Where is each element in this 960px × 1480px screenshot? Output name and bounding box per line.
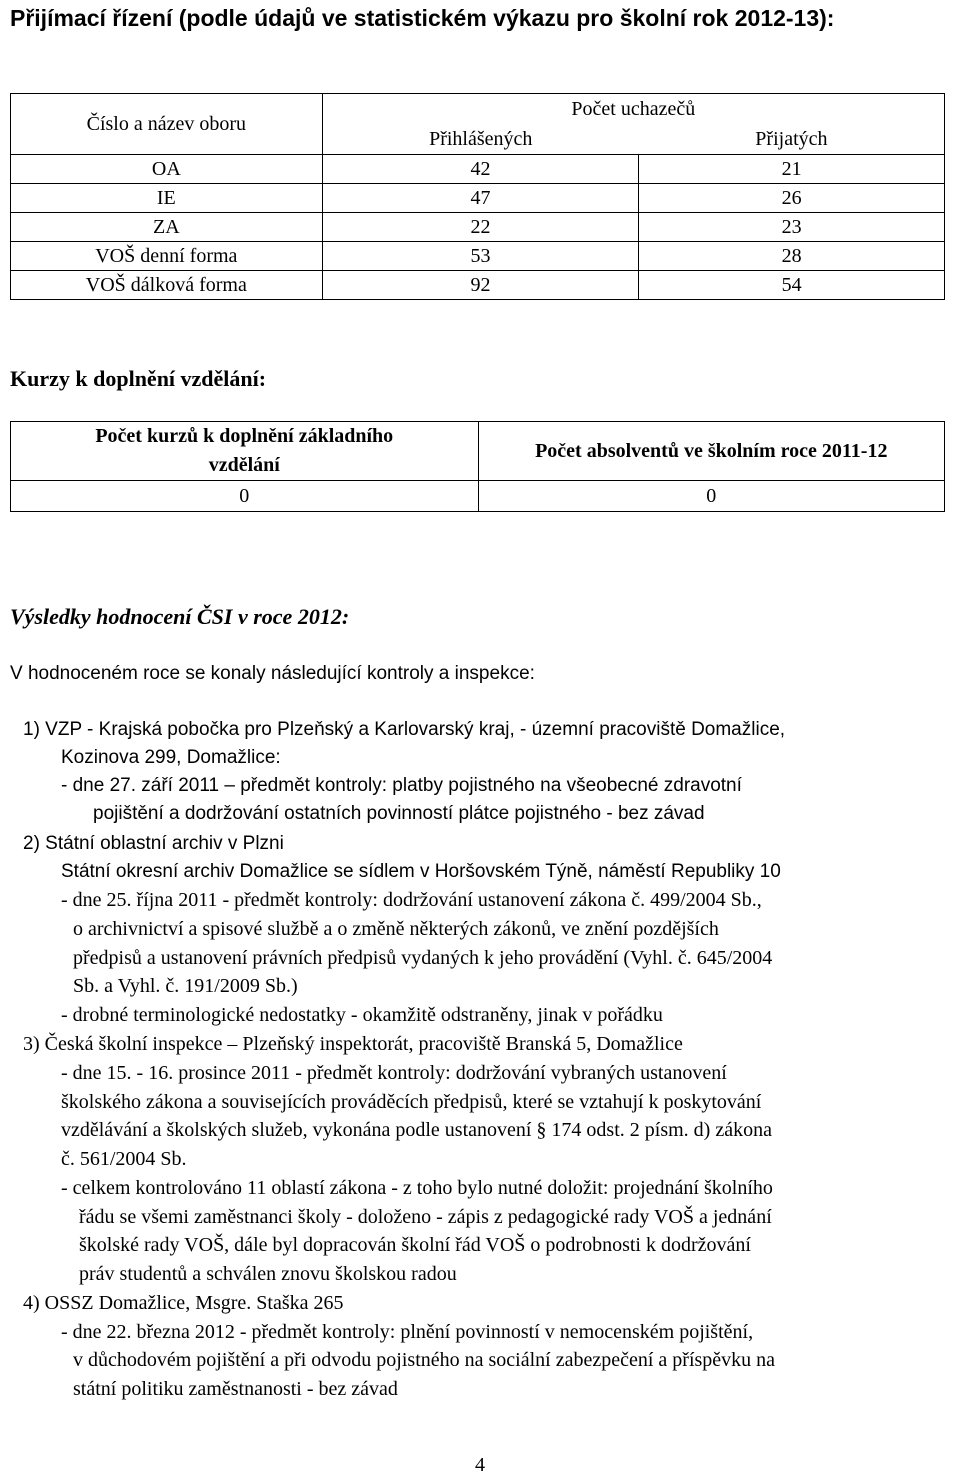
item3-line: 3) Česká školní inspekce – Plzeňský inspektorát, pracoviště Branská 5, Domažlice: [23, 1033, 683, 1055]
row-name: VOŠ dálková forma: [11, 271, 323, 300]
row-accepted: 23: [639, 213, 945, 242]
row-accepted: 21: [639, 155, 945, 184]
row-applied: 53: [322, 242, 639, 271]
courses-count-value: 0: [11, 481, 479, 512]
item4-line: státní politiku zaměstnanosti - bez závad: [73, 1378, 398, 1400]
row-name: ZA: [11, 213, 323, 242]
table-row: [11, 271, 945, 300]
item4-line: 4) OSSZ Domažlice, Msgre. Staška 265: [23, 1292, 344, 1314]
table-row: [11, 184, 945, 213]
page-number: 4: [475, 1454, 485, 1476]
row-name: VOŠ denní forma: [11, 242, 323, 271]
item4-line: - dne 22. března 2012 - předmět kontroly: plnění povinností v nemocenském pojištění,: [61, 1321, 754, 1343]
item3-line: vzdělávání a školských služeb, vykonána podle ustanovení § 174 odst. 2 písm. d) zákona: [61, 1119, 772, 1141]
csi-heading: Výsledky hodnocení ČSI v roce 2012:: [10, 604, 350, 629]
admissions-heading: Přijímací řízení (podle údajů ve statistickém výkazu pro školní rok 2012-13):: [10, 5, 835, 31]
row-name: IE: [11, 184, 323, 213]
col-field-header: Číslo a název oboru: [11, 94, 323, 155]
item3-line: školského zákona a souvisejících prováděcích předpisů, které se vztahují k poskytování: [61, 1091, 762, 1113]
item2-line: - drobné terminologické nedostatky - okamžitě odstraněny, jinak v pořádku: [61, 1004, 663, 1026]
row-accepted: 26: [639, 184, 945, 213]
item3-line: školské rady VOŠ, dále byl dopracován školní řád VOŠ o podrobnosti k dodržování: [79, 1234, 751, 1256]
graduates-count-value: 0: [478, 481, 944, 512]
row-accepted: 28: [639, 242, 945, 271]
graduates-count-header: Počet absolventů ve školním roce 2011-12: [478, 422, 944, 481]
item4-line: v důchodovém pojištění a při odvodu pojistného na sociální zabezpečení a příspěvku na: [73, 1349, 776, 1371]
table-row: [11, 242, 945, 271]
item3-line: - celkem kontrolováno 11 oblastí zákona - z toho bylo nutné doložit: projednání školního: [61, 1177, 773, 1199]
item1-line: 1) VZP - Krajská pobočka pro Plzeňský a Karlovarský kraj, - územní pracoviště Domažlice,: [23, 719, 786, 740]
courses-count-header: Počet kurzů k doplnění základního vzdělání: [11, 422, 479, 481]
courses-heading: Kurzy k doplnění vzdělání:: [10, 366, 267, 391]
row-applied: 42: [322, 155, 639, 184]
col-accepted-header: Přijatých: [639, 124, 945, 155]
item3-line: řádu se všemi zaměstnanci školy - doloženo - zápis z pedagogické rady VOŠ a jednání: [79, 1206, 772, 1228]
inspections-intro: V hodnoceném roce se konaly následující kontroly a inspekce:: [10, 663, 535, 684]
table-row: [11, 155, 945, 184]
row-name: OA: [11, 155, 323, 184]
col-applied-header: Přihlášených: [322, 124, 639, 155]
row-accepted: 54: [639, 271, 945, 300]
item2-line: předpisů a ustanovení právních předpisů vydaných k jeho provádění (Vyhl. č. 645/2004: [73, 947, 773, 969]
col-group-header: Počet uchazečů: [322, 94, 944, 125]
item2-line: 2) Státní oblastní archiv v Plzni: [23, 833, 284, 854]
row-applied: 22: [322, 213, 639, 242]
table-row: [11, 213, 945, 242]
item1-line: pojištění a dodržování ostatních povinností plátce pojistného - bez závad: [93, 803, 705, 824]
item2-line: - dne 25. října 2011 - předmět kontroly: dodržování ustanovení zákona č. 499/2004 Sb.,: [61, 889, 762, 911]
courses-table: [10, 421, 945, 512]
item2-line: o archivnictví a spisové službě a o změně některých zákonů, ve znění pozdějších: [73, 918, 719, 940]
row-applied: 92: [322, 271, 639, 300]
item1-line: Kozinova 299, Domažlice:: [61, 747, 281, 768]
item2-line: Sb. a Vyhl. č. 191/2009 Sb.): [73, 975, 298, 997]
admissions-table: [10, 93, 945, 300]
row-applied: 47: [322, 184, 639, 213]
item3-line: - dne 15. - 16. prosince 2011 - předmět kontroly: dodržování vybraných ustanovení: [61, 1062, 727, 1084]
item3-line: práv studentů a schválen znovu školskou radou: [79, 1263, 457, 1285]
item3-line: č. 561/2004 Sb.: [61, 1148, 187, 1170]
item2-line: Státní okresní archiv Domažlice se sídlem v Horšovském Týně, náměstí Republiky 10: [61, 861, 781, 882]
item1-line: - dne 27. září 2011 – předmět kontroly: platby pojistného na všeobecné zdravotní: [61, 775, 742, 796]
